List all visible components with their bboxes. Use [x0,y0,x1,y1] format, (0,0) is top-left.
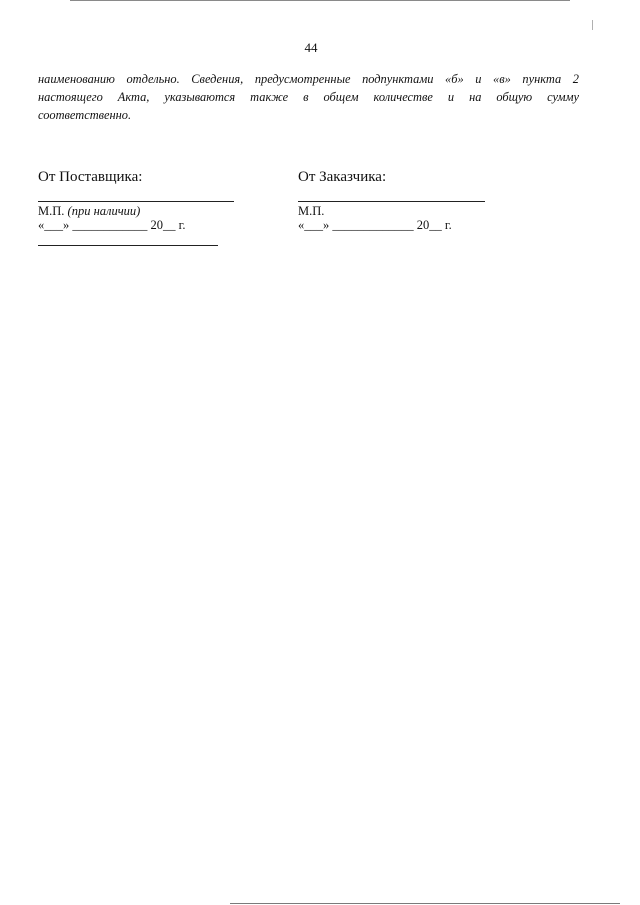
supplier-heading: От Поставщика: [38,169,143,185]
paragraph-word: количестве [373,90,433,104]
customer-stamp-label: М.П. [298,204,325,218]
paragraph-word: 2 [572,72,579,86]
supplier-extra-line [38,245,218,246]
paragraph-word: в [303,90,309,104]
paragraph-word: сумму [547,90,579,104]
supplier-stamp-label: М.П. [38,204,65,218]
supplier-date: «___» ____________ 20__ г. [38,218,186,232]
paragraph-word: отдельно. [126,72,180,86]
paragraph-word: также [250,90,289,104]
paragraph-word: указываются [164,90,236,104]
paragraph-word: «в» [493,72,511,86]
paragraph-word: Сведения, [191,72,244,86]
paragraph-word: общем [323,90,359,104]
act-paragraph [38,70,579,124]
scan-edge-top [70,0,570,1]
scan-edge-bottom [230,903,620,904]
scan-mark [592,20,593,30]
paragraph-word: и [475,72,482,86]
customer-stamp [298,204,324,219]
page-number: 44 [304,40,318,55]
paragraph-word: общую [496,90,533,104]
paragraph-word: и [447,90,455,104]
supplier-stamp-note: (при наличии) [67,204,141,218]
customer-date: «___» _____________ 20__ г. [298,218,452,232]
paragraph-line-3: соответственно. [38,108,132,122]
paragraph-word: наименованию [38,72,115,86]
paragraph-line-1 [38,70,579,88]
customer-heading: От Заказчика: [298,169,387,185]
paragraph-word: предусмотренные [254,72,351,86]
supplier-signature-line [38,201,234,202]
paragraph-line-2 [38,88,579,106]
supplier-stamp [38,204,140,219]
paragraph-word: «б» [445,72,464,86]
paragraph-word: на [469,90,482,104]
customer-signature-line [298,201,485,202]
paragraph-word: Акта, [117,90,150,104]
paragraph-word: пункта [522,72,562,86]
paragraph-word: подпунктами [362,72,434,86]
paragraph-word: настоящего [38,90,103,104]
